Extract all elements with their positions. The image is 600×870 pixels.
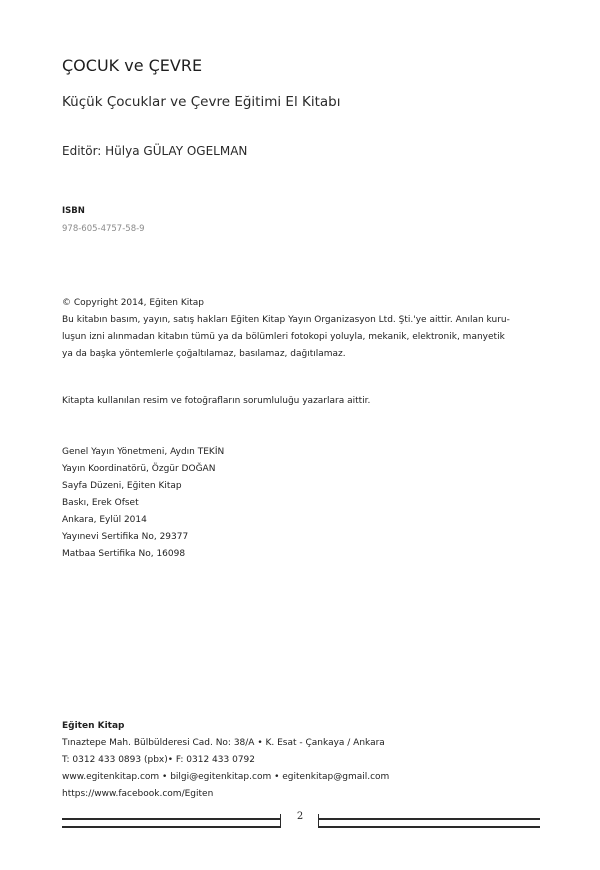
credit-line: Matbaa Sertifika No, 16098 xyxy=(62,549,186,559)
credits-block xyxy=(62,444,224,563)
credit-line: Yayın Koordinatörü, Özgür DOĞAN xyxy=(62,464,216,474)
responsibility-note: Kitapta kullanılan resim ve fotoğrafların sorumluluğu yazarlara aittir. xyxy=(62,396,371,406)
publisher-address: Tınaztepe Mah. Bülbülderesi Cad. No: 38/A • K. Esat - Çankaya / Ankara xyxy=(62,738,385,748)
publisher-web: www.egitenkitap.com • bilgi@egitenkitap.com • egitenkitap@gmail.com xyxy=(62,772,390,782)
publisher-facebook: https://www.facebook.com/Egiten xyxy=(62,789,214,799)
book-subtitle: Küçük Çocuklar ve Çevre Eğitimi El Kitabı xyxy=(62,94,341,110)
copyright-line: ya da başka yöntemlerle çoğaltılamaz, basılamaz, dağıtılamaz. xyxy=(62,349,346,359)
book-title: ÇOCUK ve ÇEVRE xyxy=(62,56,203,75)
credit-line: Genel Yayın Yönetmeni, Aydın TEKİN xyxy=(62,447,225,457)
footer-rule-right xyxy=(318,818,540,828)
footer-rule-left xyxy=(62,818,280,828)
copyright-line: Bu kitabın basım, yayın, satış hakları Eğiten Kitap Yayın Organizasyon Ltd. Şti.'ye aittir. Anılan kuru- xyxy=(62,315,510,325)
copyright-line: luşun izni alınmadan kitabın tümü ya da bölümleri fotokopi yoluyla, mekanik, elektronik, manyetik xyxy=(62,332,505,342)
publisher-name: Eğiten Kitap xyxy=(62,721,125,731)
page-number: 2 xyxy=(296,811,304,822)
publisher-phone: T: 0312 433 0893 (pbx)• F: 0312 433 0792 xyxy=(62,755,255,765)
footer-rule-left-end xyxy=(280,814,281,828)
credit-line: Sayfa Düzeni, Eğiten Kitap xyxy=(62,481,182,491)
copyright-block xyxy=(62,295,510,363)
isbn-value: 978-605-4757-58-9 xyxy=(62,224,145,234)
credit-line: Yayınevi Sertifika No, 29377 xyxy=(62,532,189,542)
isbn-label: ISBN xyxy=(62,206,85,216)
copyright-line: © Copyright 2014, Eğiten Kitap xyxy=(62,298,205,308)
credit-line: Baskı, Erek Ofset xyxy=(62,498,139,508)
credit-line: Ankara, Eylül 2014 xyxy=(62,515,147,525)
editor-line: Editör: Hülya GÜLAY OGELMAN xyxy=(62,144,248,158)
publisher-block xyxy=(62,718,389,803)
